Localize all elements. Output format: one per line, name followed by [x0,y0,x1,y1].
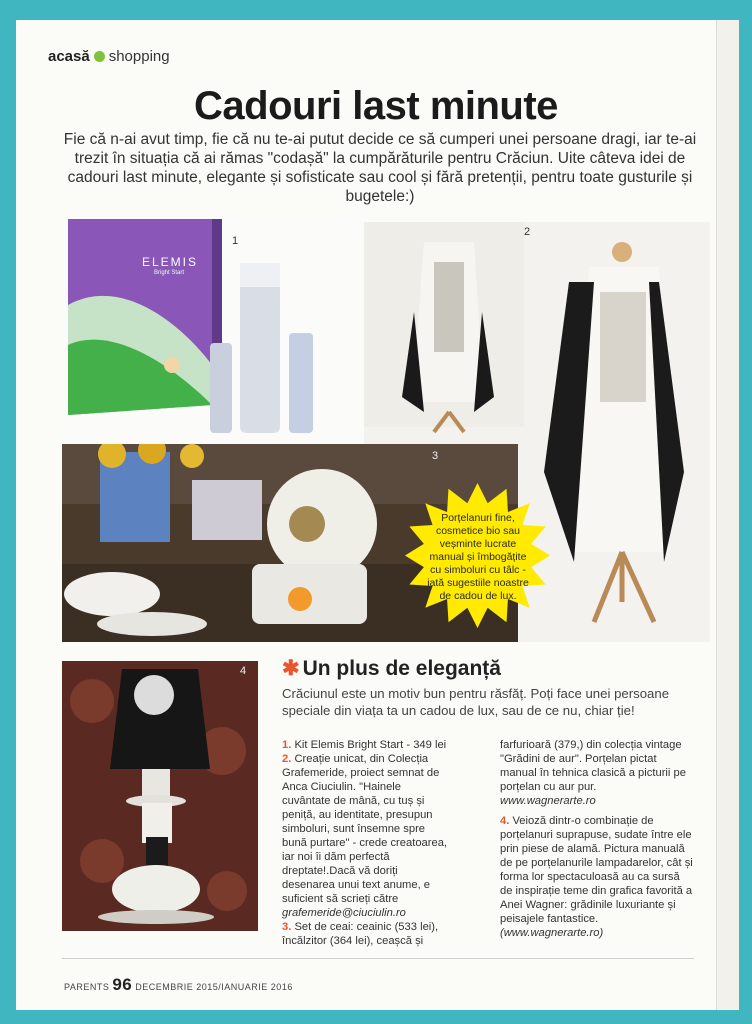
item-4 [500,814,695,926]
photo-number-1: 1 [232,235,239,247]
items-column-left [282,738,452,948]
section-heading-text: Un plus de eleganță [302,657,501,680]
section-label: acasă [48,48,90,65]
photo-elemis-kit [62,215,364,443]
section-heading [282,656,501,681]
item-3-text: Set de ceai: ceainic (533 lei), încălzitor (364 lei), ceașcă și [282,921,439,947]
footer-rule [62,958,694,959]
top-frame [0,0,752,20]
item-2-text: Creație unicat, din Colecția Grafemeride, proiect semnat de Anca Ciuciulin. "Hainele cuvântate de mână, cu tuș și peniță, au identitate, presupun simboluri, sunt însemne spre bună purtare" - crede creatoarea, iar noi îi dăm perfectă dreptate!.Dacă vă doriți desenarea unui text anume, e suficient să scrieți către [282,753,448,905]
item-4-text: Veioză dintr-o combinație de porțelanuri suprapuse, sudate între ele prin piese de alamă. Pictura manuală de pe porțelanurile lampadarelor, cât și forma lor spectaculoasă au ca sursă de inspirație teme din grafica favorită a Anei Wagner: grădinile luxuriante și peisajele fantastice. [500,815,693,925]
item-1 [282,738,452,752]
subsection-label: shopping [108,48,170,65]
intro-text: Fie că n-ai avut timp, fie că nu te-ai putut decide ce să cumperi unei persoane dragi, iar te-ai trezit în situația că ai rămas "codașă" la cumpărăturile pentru Crăciun. Uite câteva idei de cadouri last minute, elegante și sofisticate sau cool și fără pretenții, pentru toate gusturile și bugetele:) [63,131,697,205]
green-dot-icon [94,51,105,62]
item-1-number: 1. [282,739,292,751]
item-3-website: www.wagnerarte.ro [500,795,596,807]
elemis-kit-illustration [62,215,364,443]
item-4-website: (www.wagnerarte.ro) [500,927,604,939]
item-1-text: Kit Elemis Bright Start - 349 lei [294,739,447,751]
items-column-right [500,738,695,940]
brand-text: ELEMIS [142,255,199,269]
item-2-email: grafemeride@ciuciulin.ro [282,907,406,919]
page-number: 96 [112,975,133,994]
page-footer [64,975,293,995]
next-page-edge [716,20,739,1010]
photo-number-3: 3 [432,450,439,462]
magazine-name: PARENTS [64,982,110,992]
item-2-number: 2. [282,753,292,765]
item-3 [282,920,452,948]
item-3-number: 3. [282,921,292,933]
page-title: Cadouri last minute [194,84,558,128]
box-subtitle: Bright Start [154,270,185,276]
section-lead: Crăciunul este un motiv bun pentru răsfăț. Poți face unei persoane speciale din viața ta un cadou de lux, sau de ce nu, chiar ție! [282,686,670,718]
lamp-illustration [62,661,258,931]
item-4-number: 4. [500,815,510,827]
callout-text: Porțelanuri fine, cosmetice bio sau veșminte lucrate manual și îmbogățite cu simboluri cu tâlc - iată sugestiile noastre de cadou de lux. [427,512,529,602]
item-3-continued: farfurioară (379,) din colecția vintage "Grădini de aur". Porțelan pictat manual în tehnica clasică a picturii pe porțelan cu aur pur. [500,739,686,793]
asterisk-icon: ✱ [282,657,300,680]
issue-date: DECEMBRIE 2015/IANUARIE 2016 [135,982,293,992]
section-breadcrumb [48,48,170,65]
item-2 [282,752,452,906]
photo-number-4: 4 [240,665,247,677]
photo-lamp [62,661,258,931]
photo-number-2: 2 [524,226,531,238]
